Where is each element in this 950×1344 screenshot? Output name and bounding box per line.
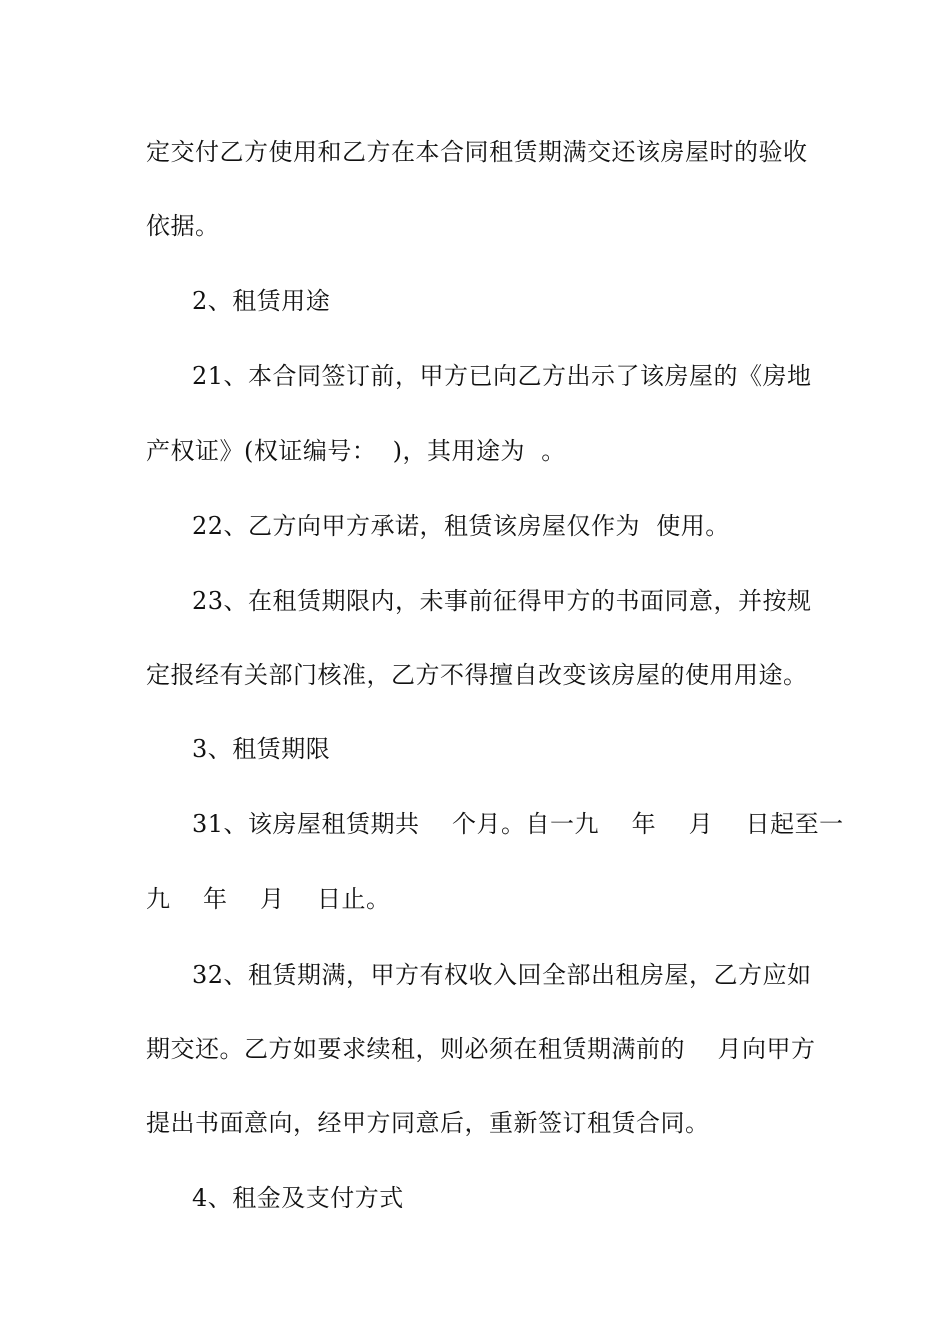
paragraph-line: 定报经有关部门核准，乙方不得擅自改变该房屋的使用用途。	[146, 661, 808, 689]
paragraph-line: 31、该房屋租赁期共 个月。自一九 年 月 日起至一	[192, 810, 844, 838]
paragraph-line: 21、本合同签订前，甲方已向乙方出示了该房屋的《房地	[192, 362, 812, 390]
paragraph-line: 提出书面意向，经甲方同意后，重新签订租赁合同。	[146, 1109, 710, 1137]
section-heading: 3、租赁期限	[192, 735, 331, 763]
paragraph-line: 22、乙方向甲方承诺，租赁该房屋仅作为 使用。	[192, 512, 730, 540]
paragraph-line: 九 年 月 日止。	[146, 885, 391, 913]
paragraph-line: 23、在租赁期限内，未事前征得甲方的书面同意，并按规	[192, 587, 812, 615]
paragraph-line: 定交付乙方使用和乙方在本合同租赁期满交还该房屋时的验收	[146, 138, 808, 166]
paragraph-line: 产权证》(权证编号： )，其用途为 。	[146, 437, 566, 465]
paragraph-line: 32、租赁期满，甲方有权收入回全部出租房屋，乙方应如	[192, 961, 812, 989]
paragraph-line: 依据。	[146, 212, 220, 240]
paragraph-line: 期交还。乙方如要求续租，则必须在租赁期满前的 月向甲方	[146, 1035, 816, 1063]
section-heading: 4、租金及支付方式	[192, 1184, 404, 1212]
section-heading: 2、租赁用途	[192, 287, 331, 315]
